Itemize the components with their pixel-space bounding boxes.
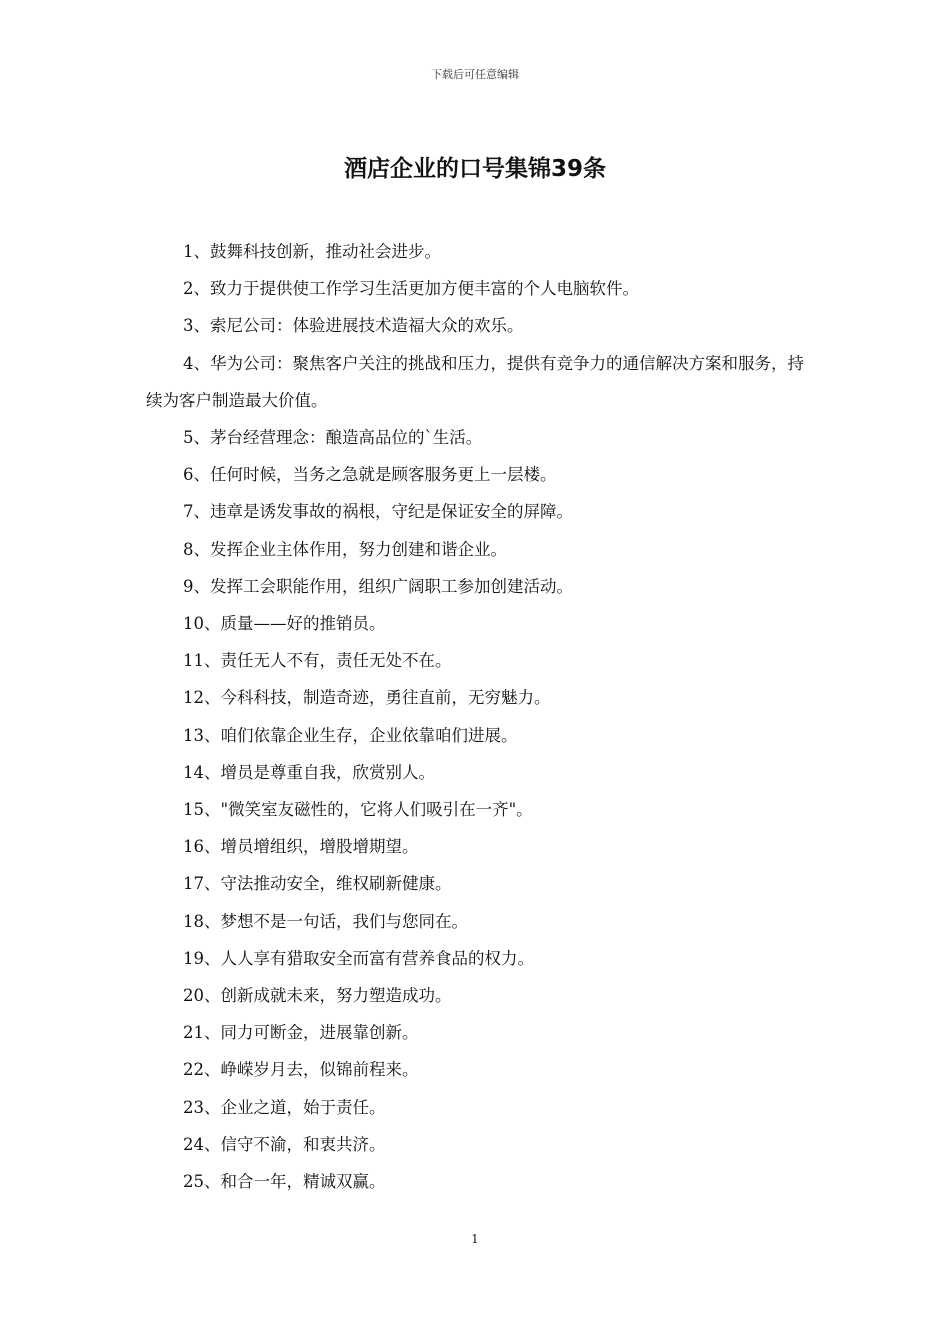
slogan-item: 23、企业之道，始于责任。	[183, 1097, 386, 1117]
slogan-item: 5、茅台经营理念：酿造高品位的`生活。	[183, 428, 483, 448]
page-header: 下载后可任意编辑	[431, 68, 519, 81]
slogan-item: 10、质量——好的推销员。	[183, 614, 386, 634]
slogan-item: 13、咱们依靠企业生存，企业依靠咱们进展。	[183, 725, 518, 745]
slogan-item: 24、信守不渝，和衷共济。	[183, 1134, 386, 1154]
slogan-item: 11、责任无人不有，责任无处不在。	[183, 651, 452, 671]
page-number: 1	[471, 1232, 479, 1246]
document-body	[146, 233, 816, 1200]
slogan-item: 22、峥嵘岁月去，似锦前程来。	[183, 1060, 419, 1080]
slogan-item: 8、发挥企业主体作用，努力创建和谐企业。	[183, 539, 507, 559]
slogan-item: 19、人人享有猎取安全而富有营养食品的权力。	[183, 948, 534, 968]
slogan-item: 17、守法推动安全，维权刷新健康。	[183, 874, 452, 894]
slogan-item: 6、任何时候，当务之急就是顾客服务更上一层楼。	[183, 465, 557, 485]
slogan-item: 3、索尼公司：体验进展技术造福大众的欢乐。	[183, 316, 524, 336]
slogan-item: 20、创新成就未来，努力塑造成功。	[183, 986, 452, 1006]
slogan-item: 25、和合一年，精诚双赢。	[183, 1172, 386, 1192]
slogan-item: 9、发挥工会职能作用，组织广阔职工参加创建活动。	[183, 576, 573, 596]
slogan-item: 14、增员是尊重自我，欣赏别人。	[183, 762, 435, 782]
document-title: 酒店企业的口号集锦39条	[343, 156, 606, 182]
slogan-item: 2、致力于提供使工作学习生活更加方便丰富的个人电脑软件。	[183, 279, 639, 299]
slogan-item: 7、违章是诱发事故的祸根，守纪是保证安全的屏障。	[183, 502, 573, 522]
slogan-item: 16、增员增组织，增股增期望。	[183, 837, 419, 857]
slogan-item: 1、鼓舞科技创新，推动社会进步。	[183, 242, 441, 261]
slogan-item: 18、梦想不是一句话，我们与您同在。	[183, 911, 468, 931]
slogan-item: 21、同力可断金，进展靠创新。	[183, 1023, 419, 1043]
slogan-item: 15、"微笑室友磁性的，它将人们吸引在一齐"。	[183, 800, 533, 820]
slogan-item: 4、华为公司：聚焦客户关注的挑战和压力，提供有竞争力的通信解决方案和服务，持续为客户制造最大价值。	[146, 353, 804, 410]
slogan-item: 12、今科科技，制造奇迹，勇往直前，无穷魅力。	[183, 688, 551, 708]
